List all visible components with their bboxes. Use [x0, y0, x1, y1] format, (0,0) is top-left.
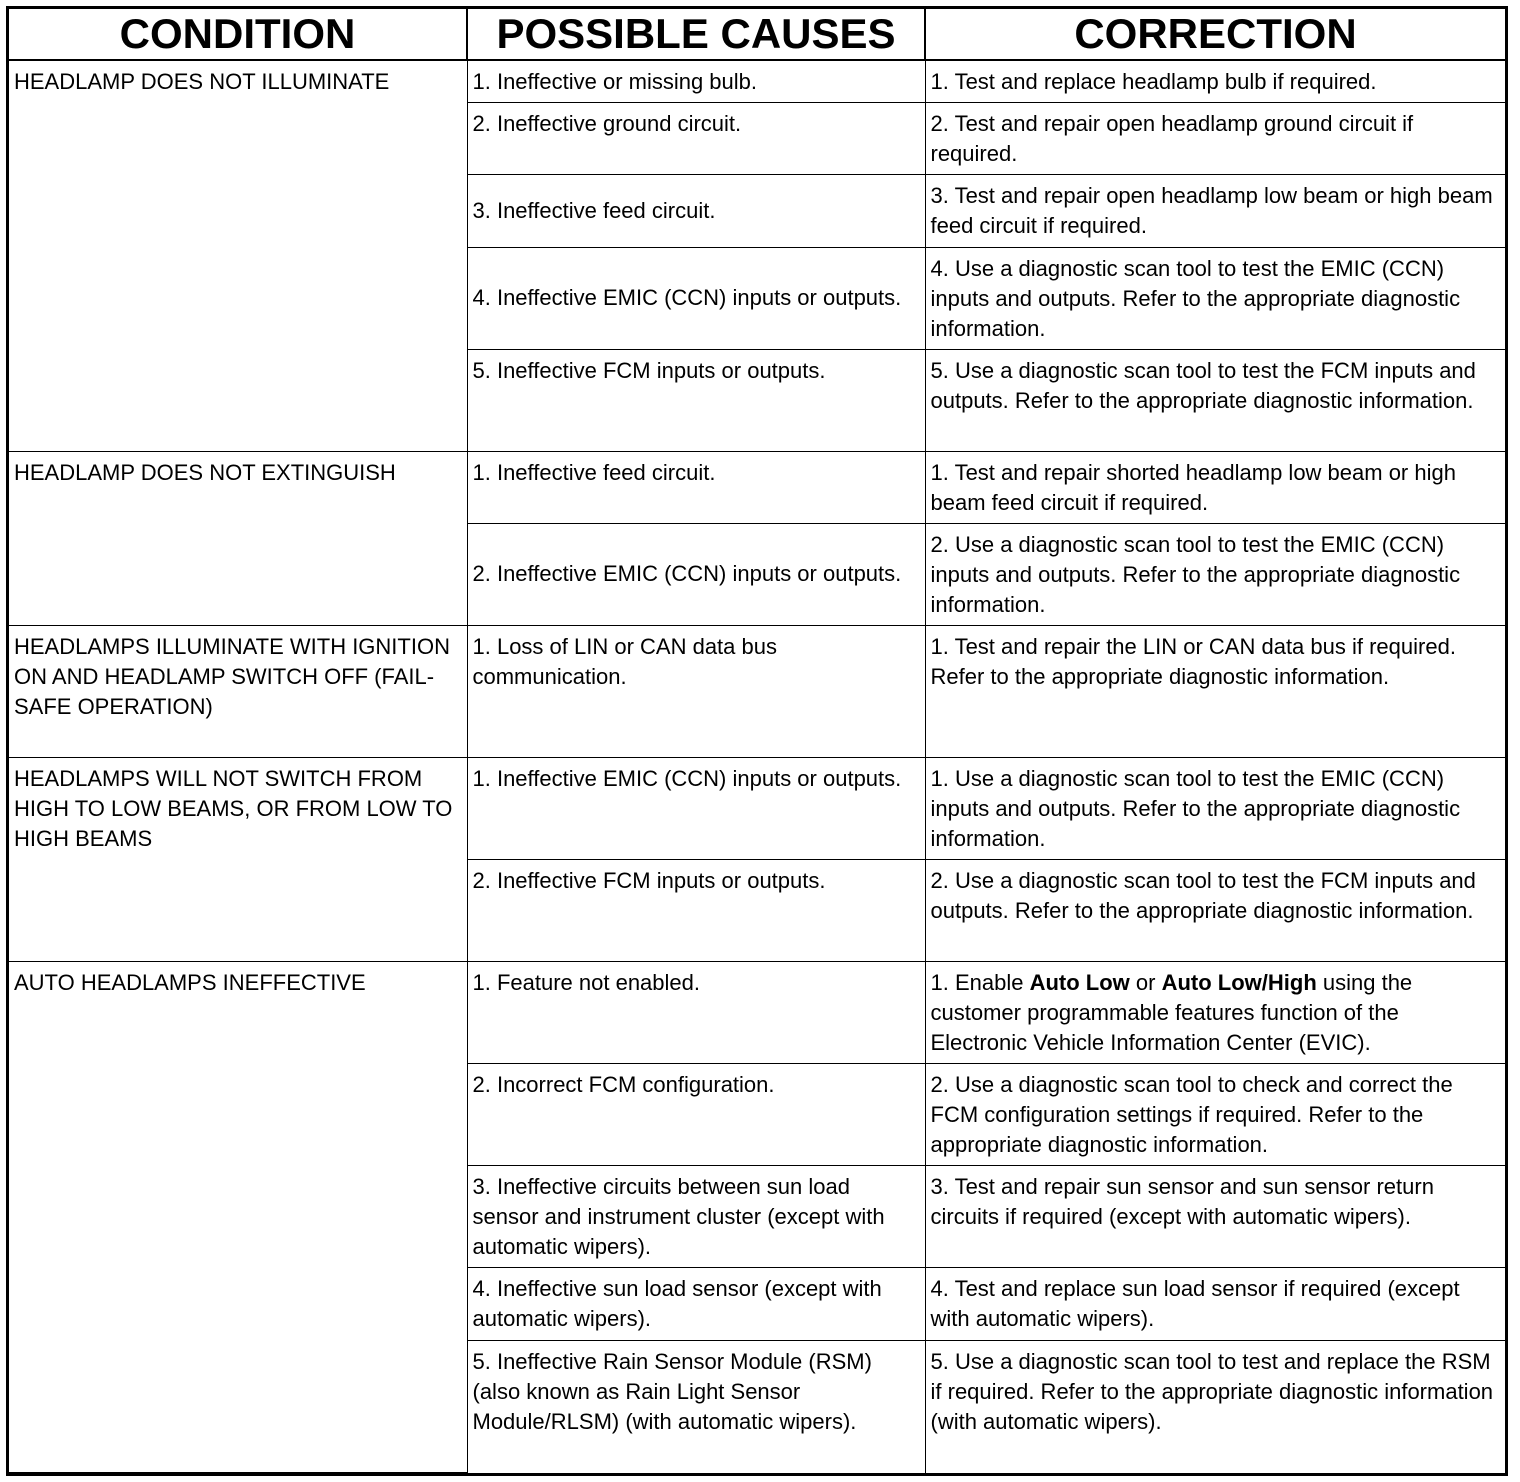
cause-cell: 1. Feature not enabled. — [467, 961, 925, 1063]
correction-cell: 1. Test and replace headlamp bulb if required. — [925, 60, 1505, 102]
correction-cell: 3. Test and repair sun sensor and sun sensor return circuits if required (except with automatic wipers). — [925, 1165, 1505, 1267]
correction-cell: 4. Use a diagnostic scan tool to test the EMIC (CCN) inputs and outputs. Refer to the appropriate diagnostic information. — [925, 247, 1505, 349]
diagnosis-table — [9, 9, 1505, 1473]
table-row — [9, 757, 1505, 859]
correction-text: or — [1129, 969, 1162, 995]
cause-cell: 1. Ineffective EMIC (CCN) inputs or outputs. — [467, 757, 925, 859]
diagnosis-table-frame — [6, 6, 1508, 1476]
cause-cell: 2. Ineffective FCM inputs or outputs. — [467, 859, 925, 961]
cause-cell: 1. Ineffective or missing bulb. — [467, 60, 925, 102]
header-correction: CORRECTION — [925, 9, 1505, 60]
header-row — [9, 9, 1505, 60]
cause-cell: 2. Ineffective ground circuit. — [467, 102, 925, 174]
auto-low-option: Auto Low — [1029, 969, 1130, 995]
condition-cell: AUTO HEADLAMPS INEFFECTIVE — [9, 961, 467, 1472]
correction-cell: 1. Test and repair shorted headlamp low beam or high beam feed circuit if required. — [925, 451, 1505, 523]
correction-cell: 1. Test and repair the LIN or CAN data bus if required. Refer to the appropriate diagnostic information. — [925, 625, 1505, 757]
condition-cell: HEADLAMPS ILLUMINATE WITH IGNITION ON AND HEADLAMP SWITCH OFF (FAIL-SAFE OPERATION) — [9, 625, 467, 757]
condition-cell: HEADLAMP DOES NOT ILLUMINATE — [9, 60, 467, 451]
condition-cell: HEADLAMP DOES NOT EXTINGUISH — [9, 451, 467, 625]
correction-cell: 1. Use a diagnostic scan tool to test the EMIC (CCN) inputs and outputs. Refer to the appropriate diagnostic information. — [925, 757, 1505, 859]
header-possible-causes: POSSIBLE CAUSES — [467, 9, 925, 60]
cause-cell: 4. Ineffective sun load sensor (except with automatic wipers). — [467, 1267, 925, 1340]
header-condition: CONDITION — [9, 9, 467, 60]
cause-cell: 2. Incorrect FCM configuration. — [467, 1063, 925, 1165]
cause-cell: 4. Ineffective EMIC (CCN) inputs or outputs. — [467, 247, 925, 349]
correction-cell: 2. Use a diagnostic scan tool to check and correct the FCM configuration settings if required. Refer to the appropriate diagnostic information. — [925, 1063, 1505, 1165]
correction-cell: 5. Use a diagnostic scan tool to test the FCM inputs and outputs. Refer to the appropriate diagnostic information. — [925, 349, 1505, 451]
correction-cell: 2. Test and repair open headlamp ground circuit if required. — [925, 102, 1505, 174]
correction-cell: 5. Use a diagnostic scan tool to test and replace the RSM if required. Refer to the appropriate diagnostic information (with automatic wipers). — [925, 1340, 1505, 1472]
condition-cell: HEADLAMPS WILL NOT SWITCH FROM HIGH TO LOW BEAMS, OR FROM LOW TO HIGH BEAMS — [9, 757, 467, 961]
cause-cell: 2. Ineffective EMIC (CCN) inputs or outputs. — [467, 523, 925, 625]
cause-cell: 5. Ineffective FCM inputs or outputs. — [467, 349, 925, 451]
table-row — [9, 625, 1505, 757]
correction-text: 1. Enable — [930, 969, 1030, 995]
correction-cell: 3. Test and repair open headlamp low beam or high beam feed circuit if required. — [925, 174, 1505, 247]
correction-cell: 2. Use a diagnostic scan tool to test the FCM inputs and outputs. Refer to the appropriate diagnostic information. — [925, 859, 1505, 961]
table-row — [9, 961, 1505, 1063]
cause-cell: 3. Ineffective circuits between sun load sensor and instrument cluster (except with automatic wipers). — [467, 1165, 925, 1267]
correction-cell: 2. Use a diagnostic scan tool to test the EMIC (CCN) inputs and outputs. Refer to the appropriate diagnostic information. — [925, 523, 1505, 625]
cause-cell: 5. Ineffective Rain Sensor Module (RSM) (also known as Rain Light Sensor Module/RLSM) (with automatic wipers). — [467, 1340, 925, 1472]
table-row — [9, 60, 1505, 102]
correction-cell — [925, 961, 1505, 1063]
correction-cell: 4. Test and replace sun load sensor if required (except with automatic wipers). — [925, 1267, 1505, 1340]
table-row — [9, 451, 1505, 523]
correction-text: using the customer programmable features function of the Electronic Vehicle Information Center (EVIC). — [930, 969, 1413, 1055]
cause-cell: 1. Ineffective feed circuit. — [467, 451, 925, 523]
cause-cell: 3. Ineffective feed circuit. — [467, 174, 925, 247]
cause-cell: 1. Loss of LIN or CAN data bus communication. — [467, 625, 925, 757]
auto-low-high-option: Auto Low/High — [1161, 969, 1317, 995]
